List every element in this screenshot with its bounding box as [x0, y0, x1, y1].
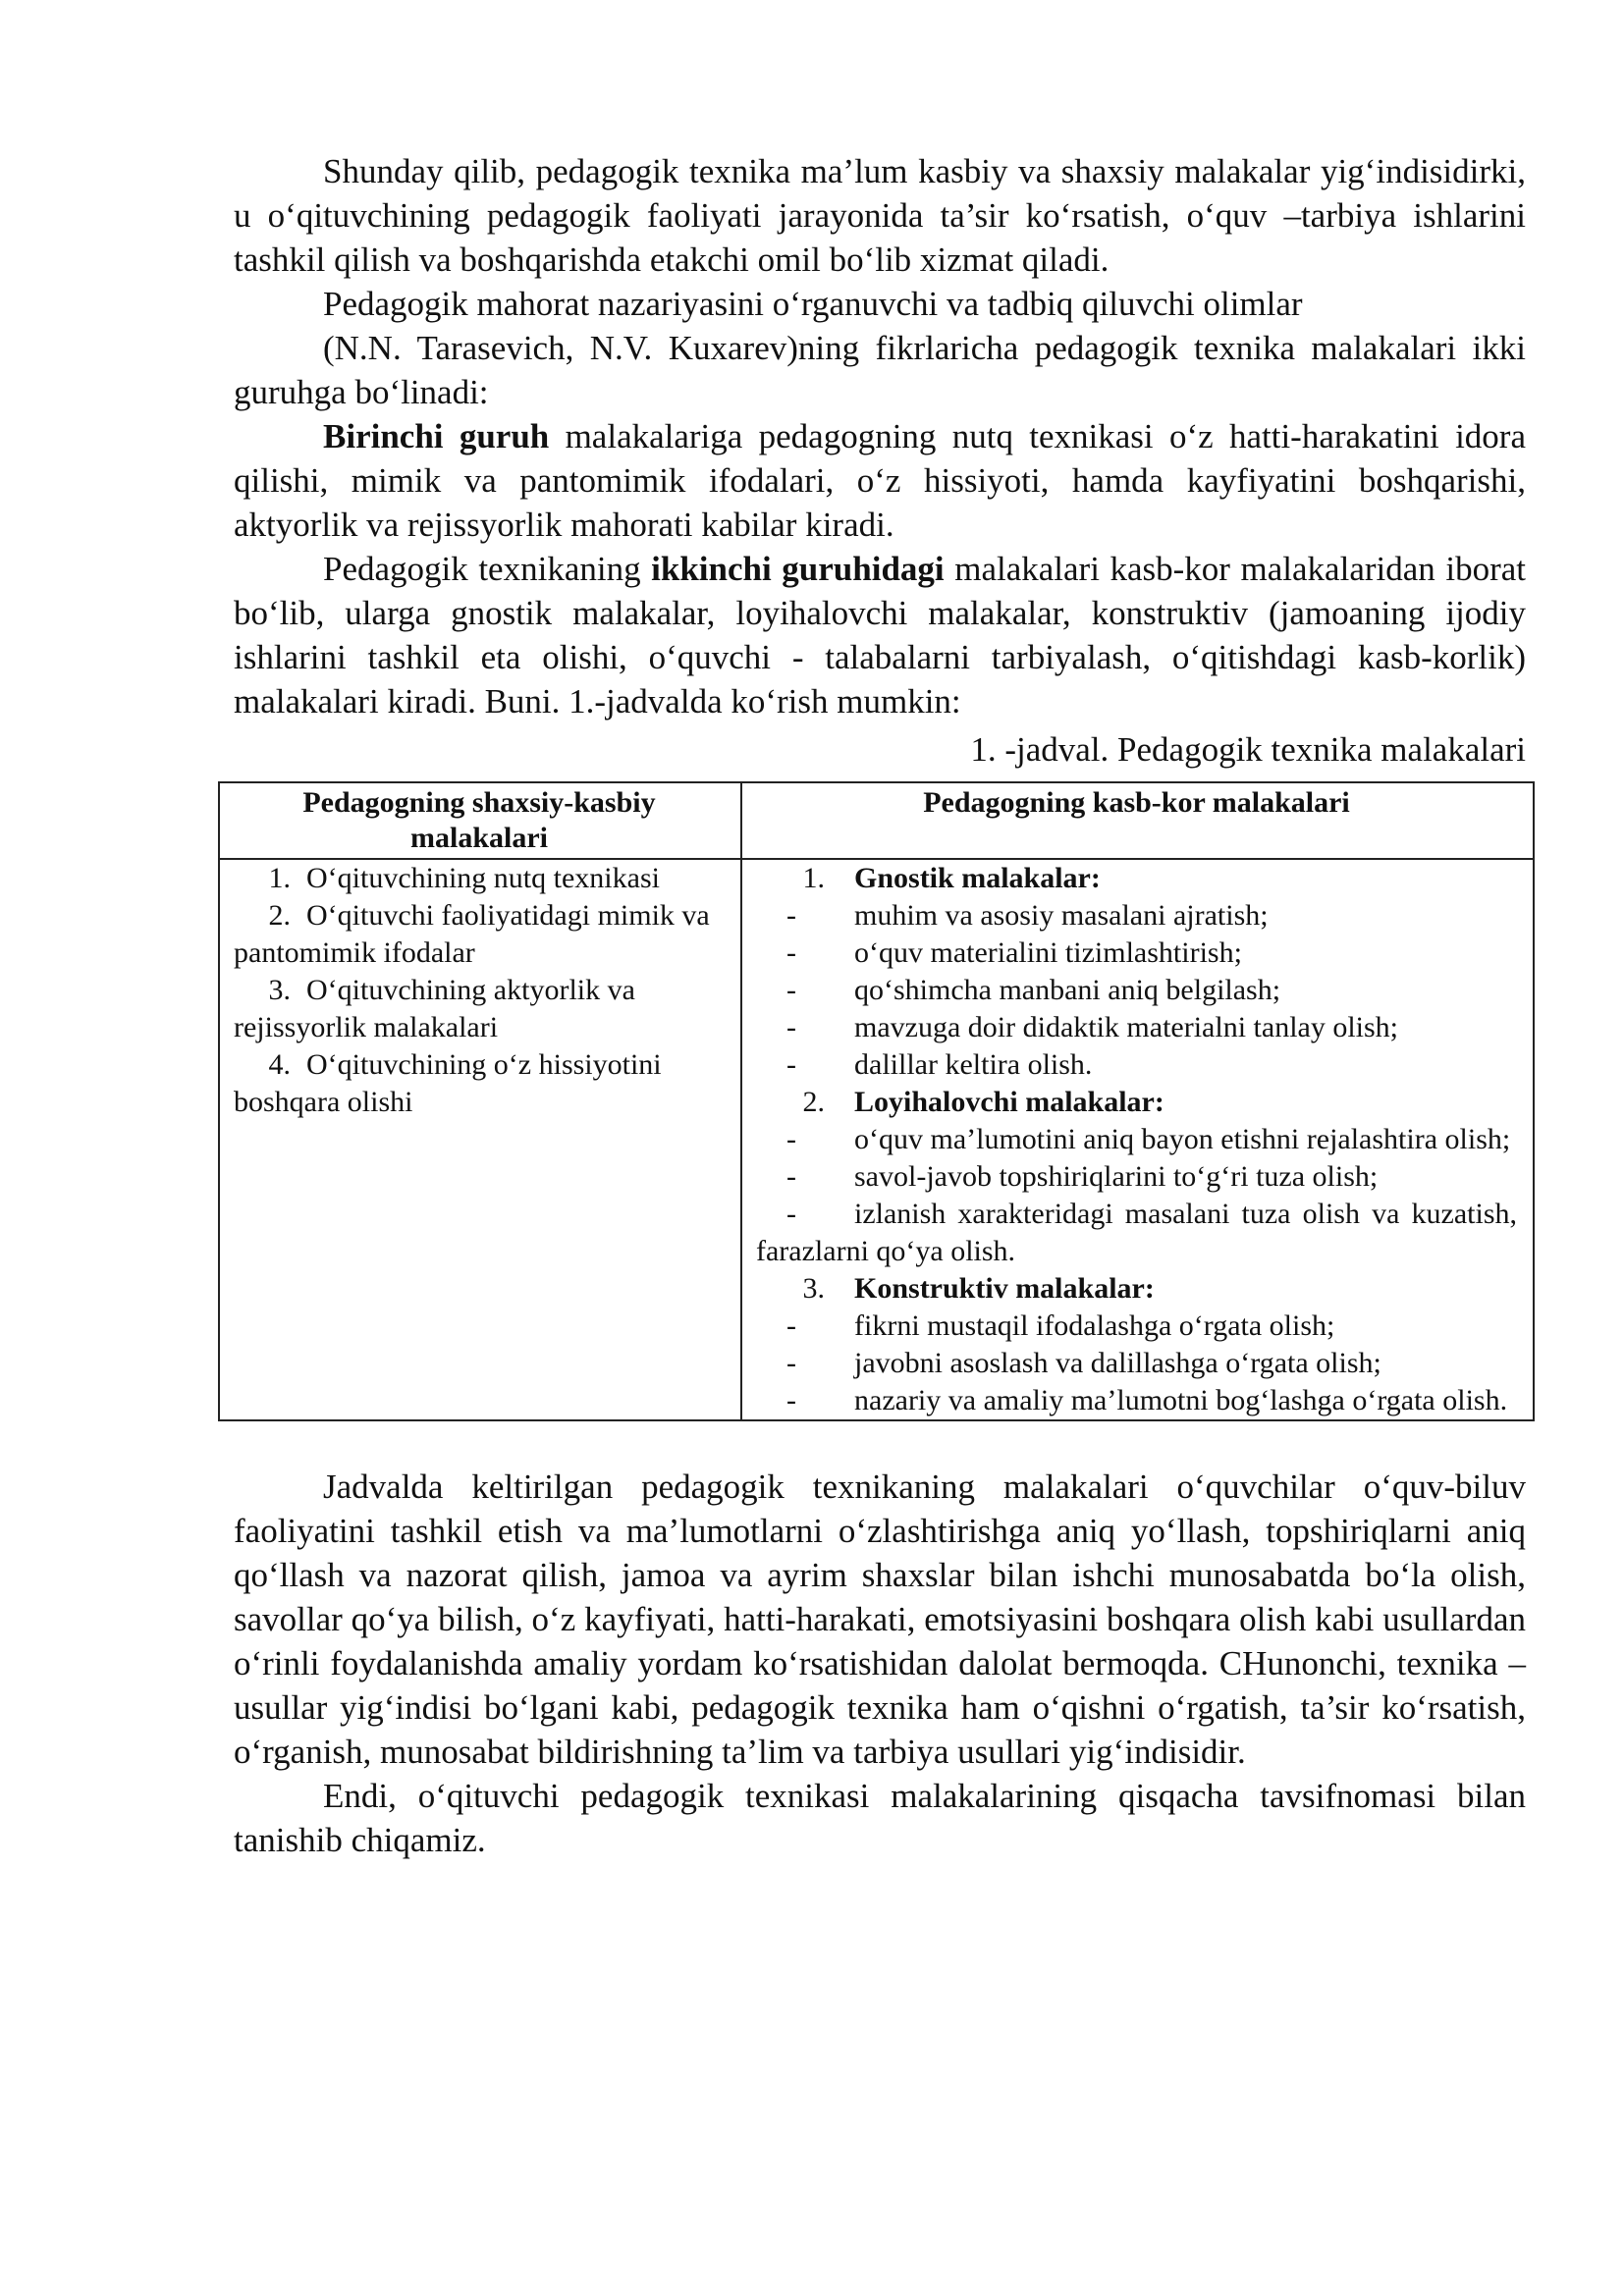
header-personal-skills: Pedagogning shaxsiy-kasbiy malakalari: [219, 782, 741, 859]
paragraph-5-start: Pedagogik texnikaning: [323, 550, 652, 588]
skill-group-title: [756, 1084, 1517, 1121]
item-text: O‘qituvchining nutq texnikasi: [306, 862, 660, 894]
skill-item-text: izlanish xarakteridagi masalani tuza olish va kuzatish, farazlarni qo‘ya olish.: [756, 1198, 1517, 1267]
item-number: 4.: [268, 1048, 291, 1081]
group-title-text: Konstruktiv malakalar:: [854, 1272, 1155, 1305]
group-number: 2.: [802, 1086, 825, 1118]
skill-item-text: muhim va asosiy masalani ajratish;: [854, 899, 1269, 932]
personal-skill-item: [234, 972, 725, 1046]
skill-group-title: [756, 860, 1517, 897]
bold-term-second-group: ikkinchi guruhidagi: [651, 550, 945, 588]
skills-table: [218, 781, 1535, 1421]
personal-skill-item: [234, 1046, 725, 1121]
skill-item-text: dalillar keltira olish.: [854, 1048, 1093, 1081]
dash-marker: -: [786, 1123, 796, 1155]
skill-item: [756, 1308, 1517, 1345]
skill-item: [756, 1009, 1517, 1046]
skill-item: [756, 1345, 1517, 1382]
skill-item: [756, 972, 1517, 1009]
personal-skill-item: [234, 897, 725, 972]
group-number: 3.: [802, 1272, 825, 1305]
skill-item-text: nazariy va amaliy ma’lumotni bog‘lashga o‘rgata olish.: [854, 1384, 1508, 1416]
skill-item: [756, 1046, 1517, 1084]
skill-item-text: mavzuga doir didaktik materialni tanlay olish;: [854, 1011, 1399, 1043]
paragraph-7: Endi, o‘qituvchi pedagogik texnikasi malakalarining qisqacha tavsifnomasi bilan tanishib chiqamiz.: [234, 1777, 1526, 1859]
dash-marker: -: [786, 1198, 796, 1230]
skill-item-text: o‘quv ma’lumotini aniq bayon etishni rejalashtira olish;: [854, 1123, 1511, 1155]
personal-skill-item: [234, 860, 725, 897]
skill-item: [756, 1196, 1517, 1270]
dash-marker: -: [786, 1347, 796, 1379]
skill-item-text: qo‘shimcha manbani aniq belgilash;: [854, 974, 1281, 1006]
group-title-text: Loyihalovchi malakalar:: [854, 1086, 1164, 1118]
skill-item-text: savol-javob topshiriqlarini to‘g‘ri tuza olish;: [854, 1160, 1379, 1193]
skill-item: [756, 897, 1517, 934]
skill-item: [756, 1158, 1517, 1196]
table-caption: 1. -jadval. Pedagogik texnika malakalari: [970, 730, 1526, 769]
dash-marker: -: [786, 974, 796, 1006]
dash-marker: -: [786, 1384, 796, 1416]
paragraph-3: (N.N. Tarasevich, N.V. Kuxarev)ning fikrlaricha pedagogik texnika malakalari ikki guruhga bo‘linadi:: [234, 329, 1526, 411]
skill-item-text: javobni asoslash va dalillashga o‘rgata olish;: [854, 1347, 1381, 1379]
header-professional-skills: Pedagogning kasb-kor malakalari: [741, 782, 1534, 859]
paragraph-1: Shunday qilib, pedagogik texnika ma’lum kasbiy va shaxsiy malakalar yig‘indisidirki, u o‘qituvchining pedagogik faoliyati jarayonida ta’sir ko‘rsatish, o‘quv –tarbiya ishlarini tashkil qilish va boshqarishda etakchi omil bo‘lib xizmat qiladi.: [234, 152, 1526, 279]
item-number: 2.: [268, 899, 291, 932]
skill-item: [756, 1382, 1517, 1419]
dash-marker: -: [786, 899, 796, 932]
skill-item-text: o‘quv materialini tizimlashtirish;: [854, 936, 1242, 969]
dash-marker: -: [786, 936, 796, 969]
dash-marker: -: [786, 1048, 796, 1081]
table-header-row: [219, 782, 1534, 859]
dash-marker: -: [786, 1011, 796, 1043]
bold-term-first-group: Birinchi guruh: [323, 417, 550, 455]
item-text: O‘qituvchining o‘z hissiyotini boshqara olishi: [234, 1048, 662, 1118]
skill-group-title: [756, 1270, 1517, 1308]
item-text: O‘qituvchi faoliyatidagi mimik va pantomimik ifodalar: [234, 899, 710, 969]
table-body-row: [219, 859, 1534, 1420]
page-body: [234, 149, 1526, 1862]
paragraph-4: [234, 414, 1526, 547]
paragraph-6: Jadvalda keltirilgan pedagogik texnikaning malakalari o‘quvchilar o‘quv-biluv faoliyatini tashkil etish va ma’lumotlarni o‘zlashtirishga aniq yo‘llash, topshiriqlarni aniq qo‘llash va nazorat qilish, jamoa va ayrim shaxslar bilan ishchi munosabatda bo‘la olish, savollar qo‘ya bilish, o‘z kayfiyati, hatti-harakati, emotsiyasini boshqara olish kabi usullardan o‘rinli foydalanishda amaliy yordam ko‘rsatishidan dalolat bermoqda. CHunonchi, texnika – usullar yig‘indisi bo‘lgani kabi, pedagogik texnika ham o‘qishni o‘rgatish, ta’sir ko‘rsatish, o‘rganish, munosabat bildirishning ta’lim va tarbiya usullari yig‘indisidir.: [234, 1468, 1526, 1771]
skill-item: [756, 1121, 1517, 1158]
paragraph-5: [234, 547, 1526, 723]
group-number: 1.: [802, 862, 825, 894]
skill-item: [756, 934, 1517, 972]
skill-item-text: fikrni mustaqil ifodalashga o‘rgata olish;: [854, 1309, 1335, 1342]
dash-marker: -: [786, 1160, 796, 1193]
paragraph-5-text: malakalari kasb-kor malakalaridan iborat bo‘lib, ularga gnostik malakalar, loyihalovchi malakalar, konstruktiv (jamoaning ijodiy ishlarini tashkil eta olishi, o‘quvchi - talabalarni tarbiyalash, o‘qitishdagi kasb-korlik) malakalari kiradi. Buni. 1.-jadvalda ko‘rish mumkin:: [234, 550, 1526, 721]
paragraph-2: Pedagogik mahorat nazariyasini o‘rganuvchi va tadbiq qiluvchi olimlar: [323, 285, 1303, 323]
group-title-text: Gnostik malakalar:: [854, 862, 1101, 894]
item-number: 3.: [268, 974, 291, 1006]
paragraph-4-text: malakalariga pedagogning nutq texnikasi o‘z hatti-harakatini idora qilishi, mimik va pantomimik ifodalari, o‘z hissiyoti, hamda kayfiyatini boshqarishi, aktyorlik va rejissyorlik mahorati kabilar kiradi.: [234, 417, 1526, 544]
professional-skills-cell: [741, 859, 1534, 1420]
item-number: 1.: [268, 862, 291, 894]
item-text: O‘qituvchining aktyorlik va rejissyorlik malakalari: [234, 974, 635, 1043]
personal-skills-cell: [219, 859, 741, 1420]
dash-marker: -: [786, 1309, 796, 1342]
